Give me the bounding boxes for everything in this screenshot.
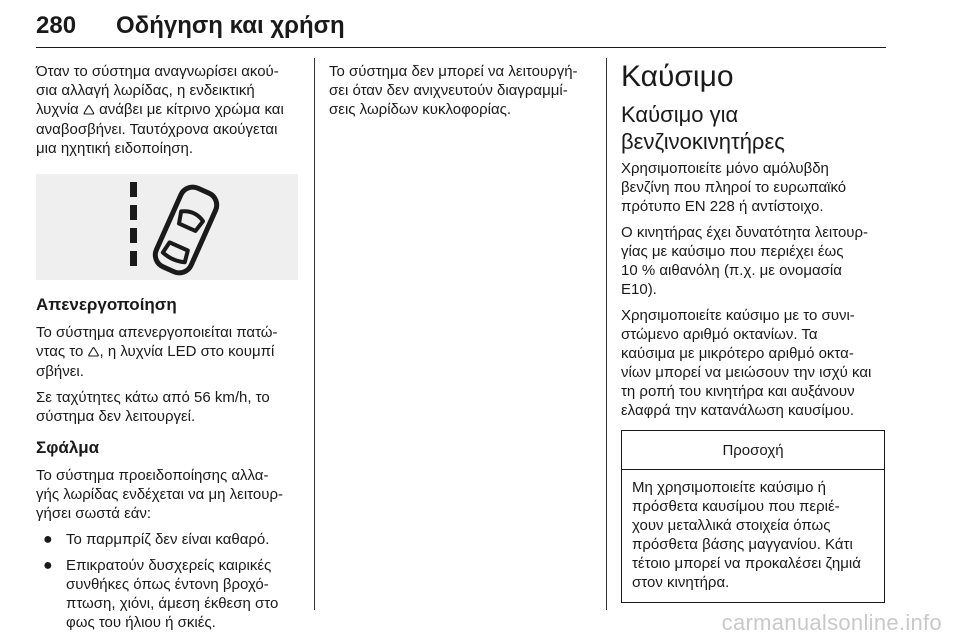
column-1 [36,62,298,639]
car-lane-icon [36,174,298,280]
header-rule [36,47,886,48]
subsection-title: Καύσιμο για βενζινοκινητήρες [621,102,785,154]
lane-warning-icon: 🛆 [87,345,100,359]
intro-paragraph: Όταν το σύστημα αναγνωρίσει ακού- σια αλλαγή λωρίδας, η ενδεικτική λυχνία 🛆 ανάβει με κίτρινο χρώμα και αναβοσβήνει. Ταυτόχρονα ακούγεται μια ηχητική ειδοποίηση. [36,63,284,157]
caution-box [621,430,885,603]
fuel-standard-paragraph: Χρησιμοποιείτε μόνο αμόλυβδη βενζίνη που πληροί το ευρωπαϊκό πρότυπο EN 228 ή αντίστοιχο. [621,160,847,215]
running-title: Οδήγηση και χρήση [116,12,345,39]
octane-paragraph: Χρησιμοποιείτε καύσιμο με το συνι- στώμενο αριθμό οκτανίων. Τα καύσιμα με μικρότερο αριθμό οκτα- νίων μπορεί να μειώσουν την ισχύ και τη ροπή του κινητήρα και αυξάνουν ελαφρά την κατανάλωση καυσίμου. [621,307,872,419]
lane-warning-icon: 🛆 [82,103,95,117]
page-number: 280 [36,12,77,39]
list-item: ● Το παρμπρίζ δεν είναι καθαρό. [43,531,270,548]
lane-detection-paragraph: Το σύστημα δεν μπορεί να λειτουργή- σει όταν δεν ανιχνευτούν διαγραμμί- σεις λωρίδων κυκλοφορίας. [329,63,578,118]
column-divider-2 [606,58,607,610]
heading-error: Σφάλμα [36,438,100,457]
list-item: ● Επικρατούν δυσχερείς καιρικές συνθήκες όπως έντονη βροχό- πτωση, χιόνι, άμεση έκθεση στο φως του ήλιου ή σκιές. [43,557,279,631]
bullet-icon: ● [43,531,53,548]
bullet-icon: ● [43,557,53,574]
lane-departure-illustration [36,174,298,280]
caution-body: Μη χρησιμοποιείτε καύσιμο ή πρόσθετα καυσίμου που περιέ- χουν μεταλλικά στοιχεία όπως πρόσθετα βάσης μαγγανίου. Κάτι τέτοιο μπορεί να προκαλέσει ζημιά στον κινητήρα. [632,479,861,591]
column-2 [329,62,594,126]
deactivation-paragraph: Το σύστημα απενεργοποιείται πατώ- ντας το 🛆, η λυχνία LED στο κουμπί σβήνει. [36,324,278,380]
ethanol-paragraph: Ο κινητήρας έχει δυνατότητα λειτουρ- γίας με καύσιμο που περιέχει έως 10 % αιθανόλη (π.χ. με ονομασία E10). [621,224,869,298]
watermark: carmanualsonline.info [721,610,942,635]
section-title: Καύσιμο [621,60,734,93]
error-paragraph: Το σύστημα προειδοποίησης αλλα- γής λωρίδας ενδέχεται να μη λειτουρ- γήσει σωστά εάν: [36,467,283,522]
condition-list [36,530,298,632]
speed-paragraph: Σε ταχύτητες κάτω από 56 km/h, το σύστημα δεν λειτουργεί. [36,389,270,425]
column-divider-1 [314,58,315,610]
column-3 [621,62,886,603]
page-header [36,12,886,46]
caution-title: Προσοχή [622,431,884,470]
heading-deactivation: Απενεργοποίηση [36,295,177,314]
